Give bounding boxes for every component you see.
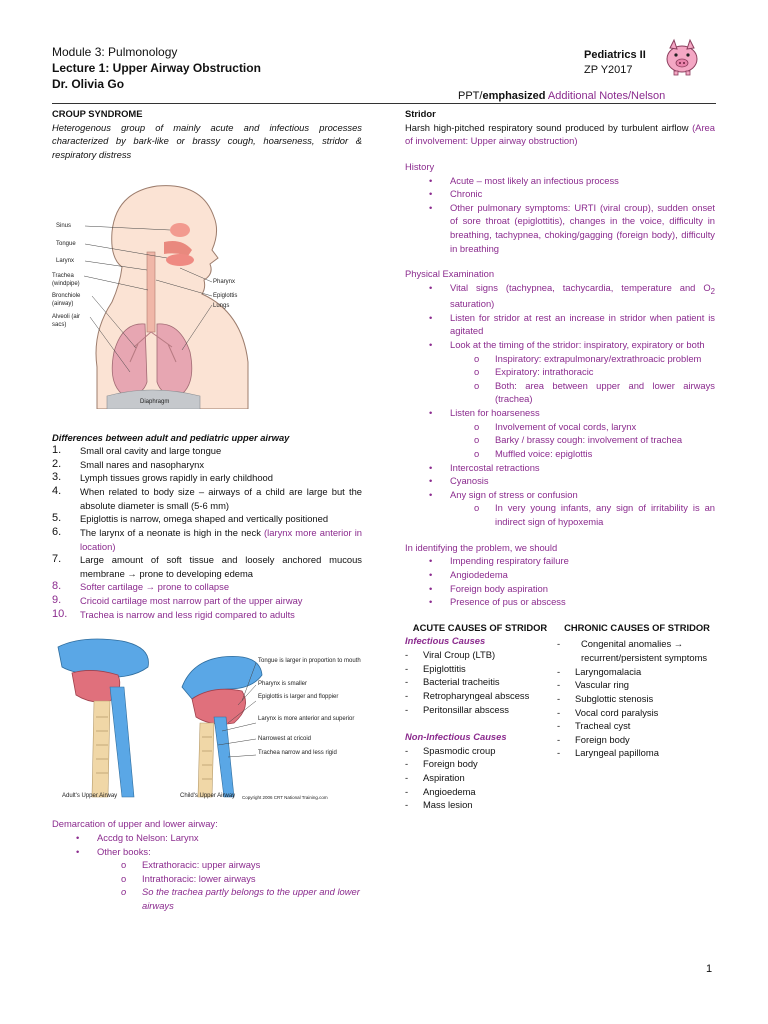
list-item: • Acute – most likely an infectious process — [405, 174, 715, 188]
vital-signs-subscript: 2 — [710, 286, 715, 296]
list-item: - Retropharyngeal abscess — [405, 689, 555, 703]
item-text: Trachea is narrow and less rigid compared to adults — [80, 608, 295, 620]
label-lungs: Lungs — [213, 302, 230, 309]
list-item: • Other books: — [52, 845, 362, 859]
header-divider — [52, 103, 716, 104]
list-item: - Vocal cord paralysis — [557, 706, 717, 720]
chronic-causes-title: CHRONIC CAUSES OF STRIDOR — [564, 621, 710, 633]
legend-additional-notes: Additional Notes/Nelson — [545, 90, 666, 102]
list-item: - Viral Croup (LTB) — [405, 648, 555, 662]
physical-exam-list — [405, 281, 715, 352]
list-item: - Foreign body — [405, 757, 555, 771]
infectious-title: Infectious Causes — [405, 635, 486, 647]
croup-title: CROUP SYNDROME — [52, 108, 143, 119]
list-item: • Listen for hoarseness — [405, 406, 715, 420]
figure-copyright: Copyright 2006 CRT National Training.com — [242, 795, 328, 801]
item-text: When related to body size – airways of a child are large but the absolute diameter is small (5-6 mm) — [80, 486, 362, 511]
list-item — [52, 580, 362, 594]
list-item: • Look at the timing of the stridor: inspiratory, expiratory or both — [405, 338, 715, 352]
stridor-causes — [405, 621, 715, 881]
acute-causes-column — [405, 621, 555, 812]
label-bronchiole: Bronchiole (airway) — [52, 292, 81, 308]
subject-title: Pediatrics II — [584, 49, 646, 61]
stridor-definition — [405, 121, 715, 148]
vital-signs-end: saturation) — [450, 298, 495, 310]
list-item: - Vascular ring — [557, 678, 717, 692]
label-diaphragm: Diaphragm — [140, 398, 170, 405]
physical-exam-list-3 — [405, 461, 715, 502]
list-item — [405, 281, 715, 311]
list-item: o Expiratory: intrathoracic — [405, 365, 715, 379]
item-text: Cricoid cartilage most narrow part of the upper airway — [80, 595, 303, 606]
demarcation-list — [52, 831, 362, 858]
list-item — [52, 512, 362, 526]
list-item: - Angioedema — [405, 785, 555, 799]
list-item: - Laryngomalacia — [557, 665, 717, 679]
list-item: o Both: area between upper and lower airways (trachea) — [405, 379, 715, 406]
item-text: The larynx of a neonate is high in the neck — [80, 526, 265, 538]
chronic-causes-list — [557, 637, 717, 760]
demarcation-sublist — [52, 858, 362, 913]
respiratory-anatomy-illustration — [52, 172, 362, 409]
list-item: • Cyanosis — [405, 474, 715, 488]
list-item: • Intercostal retractions — [405, 461, 715, 475]
label-larynx-anterior: Larynx is more anterior and superior — [258, 716, 355, 723]
lecturer-name: Dr. Olivia Go — [52, 77, 125, 92]
hoarseness-sublist — [405, 420, 715, 461]
timing-sublist — [405, 352, 715, 407]
item-number: 8. — [52, 580, 62, 593]
caption-child-airway: Child's Upper Airway — [180, 793, 236, 800]
noninfectious-title: Non-Infectious Causes — [405, 731, 507, 743]
label-pharynx: Pharynx — [213, 278, 236, 285]
item-text: Softer cartilage → prone to collapse — [80, 581, 230, 593]
list-item: • Accdg to Nelson: Larynx — [52, 831, 362, 845]
list-item: o Involvement of vocal cords, larynx — [405, 420, 715, 434]
list-item — [52, 458, 362, 472]
list-item: - Congenital anomalies → recurrent/persistent symptoms — [557, 637, 717, 664]
item-text: Small oral cavity and large tongue — [80, 445, 222, 457]
stridor-definition-note: (Area of involvement: Upper airway obstruction) — [405, 121, 715, 147]
list-item — [52, 471, 362, 485]
legend-emphasized: emphasized — [482, 90, 546, 102]
list-item: • Other pulmonary symptoms: URTI (viral croup), sudden onset of sore throat (epiglottitis), changes in the voice, difficulty in breathing, tachypnea, choking/gagging (foreign body), difficulty in breathing — [405, 201, 715, 256]
item-number: 6. — [52, 525, 62, 538]
airway-comparison-figure — [52, 627, 362, 805]
item-text: Lymph tissues grows rapidly in early childhood — [80, 472, 273, 484]
list-item: - Bacterial tracheitis — [405, 675, 555, 689]
list-item: o So the trachea partly belongs to the upper and lower airways — [52, 885, 362, 912]
stridor-definition-text: Harsh high-pitched respiratory sound produced by turbulent airflow — [405, 121, 693, 133]
respiratory-anatomy-figure — [52, 172, 362, 409]
label-larynx: Larynx — [56, 257, 75, 264]
item-text: Epiglottis is narrow, omega shaped and vertically positioned — [80, 513, 329, 525]
list-item: o Barky / brassy cough: involvement of trachea — [405, 433, 715, 447]
list-item — [52, 485, 362, 512]
demarcation-title: Demarcation of upper and lower airway: — [52, 818, 218, 830]
differences-title: Differences between adult and pediatric upper airway — [52, 431, 290, 443]
label-tongue-larger: Tongue is larger in proportion to mouth — [258, 658, 361, 665]
item-number: 4. — [52, 485, 62, 497]
list-item: - Epiglottitis — [405, 662, 555, 676]
physical-exam-title: Physical Examination — [405, 268, 495, 280]
document-header-right — [584, 48, 646, 78]
list-item: - Mass lesion — [405, 798, 555, 812]
list-item: • Presence of pus or abscess — [405, 595, 715, 609]
label-epiglottis-floppier: Epiglottis is larger and floppier — [258, 694, 339, 701]
item-number: 7. — [52, 553, 62, 566]
module-title: Module 3: Pulmonology — [52, 45, 178, 59]
list-item: • Listen for stridor at rest an increase in stridor when patient is agitated — [405, 311, 715, 338]
list-item: • Angiodedema — [405, 568, 715, 582]
list-item: o Muffled voice: epiglottis — [405, 447, 715, 461]
lecture-title: Lecture 1: Upper Airway Obstruction — [52, 61, 261, 76]
list-item: • Impending respiratory failure — [405, 554, 715, 568]
item-text: Small nares and nasopharynx — [80, 458, 205, 470]
acute-causes-title: ACUTE CAUSES OF STRIDOR — [412, 621, 548, 633]
list-item: • Chronic — [405, 187, 715, 201]
physical-exam-list-2 — [405, 406, 715, 420]
differences-list — [52, 444, 362, 621]
list-item: - Peritonsillar abscess — [405, 703, 555, 717]
label-trachea-narrow: Trachea narrow and less rigid — [258, 750, 337, 757]
noninfectious-list — [405, 744, 555, 812]
item-number: 10. — [52, 607, 68, 620]
pig-icon — [660, 38, 704, 76]
left-column — [52, 107, 362, 913]
stridor-title: Stridor — [405, 108, 436, 119]
list-item: - Aspiration — [405, 771, 555, 785]
item-number: 3. — [52, 471, 62, 484]
identifying-list — [405, 554, 715, 609]
stress-sublist — [405, 501, 715, 528]
list-item: - Spasmodic croup — [405, 744, 555, 758]
history-title: History — [405, 160, 435, 172]
list-item: • Any sign of stress or confusion — [405, 488, 715, 502]
document-header-left — [52, 44, 261, 93]
croup-definition: Heterogenous group of mainly acute and infectious processes characterized by bark-like or brassy cough, hoarseness, stridor & respiratory distress — [52, 121, 362, 160]
label-tongue: Tongue — [56, 240, 76, 247]
item-number: 2. — [52, 457, 62, 470]
label-alveoli: Alveoli (air sacs) — [52, 313, 81, 329]
item-note: (larynx more anterior in location) — [80, 526, 362, 552]
label-trachea: Trachea (windpipe) — [52, 272, 80, 288]
list-item: o Inspiratory: extrapulmonary/extrathroacic problem — [405, 352, 715, 366]
item-number: 5. — [52, 512, 62, 525]
history-list — [405, 174, 715, 256]
list-item: - Subglottic stenosis — [557, 692, 717, 706]
list-item: o In very young infants, any sign of irritability is an indirect sign of hypoxemia — [405, 501, 715, 528]
infectious-list — [405, 648, 555, 716]
vital-signs-text: Vital signs (tachypnea, tachycardia, temperature and O — [450, 281, 711, 293]
list-item: o Intrathoracic: lower airways — [52, 872, 362, 886]
caption-adult-airway: Adult's Upper Airway — [62, 793, 118, 800]
list-item — [52, 608, 362, 622]
identifying-title: In identifying the problem, we should — [405, 541, 558, 553]
batch-label: ZP Y2017 — [584, 63, 633, 76]
list-item — [52, 553, 362, 580]
item-number: 1. — [52, 444, 62, 457]
label-sinus: Sinus — [56, 222, 72, 229]
list-item: - Tracheal cyst — [557, 719, 717, 733]
label-epiglottis: Epiglottis — [213, 292, 238, 299]
list-item — [52, 444, 362, 458]
right-column — [405, 107, 715, 881]
chronic-causes-column — [557, 621, 717, 760]
page-number: 1 — [706, 963, 713, 975]
item-number: 9. — [52, 594, 62, 606]
legend-ppt: PPT/ — [458, 90, 483, 102]
list-item: • Foreign body aspiration — [405, 582, 715, 596]
label-pharynx-smaller: Pharynx is smaller — [258, 681, 308, 688]
list-item: - Foreign body — [557, 733, 717, 747]
label-narrowest-cricoid: Narrowest at cricoid — [258, 736, 312, 743]
list-item: - Laryngeal papilloma — [557, 746, 717, 760]
list-item: o Extrathoracic: upper airways — [52, 858, 362, 872]
list-item — [52, 594, 362, 608]
list-item — [52, 526, 362, 553]
item-text: Large amount of soft tissue and loosely anchored mucous membrane → prone to developing edema — [80, 554, 362, 579]
